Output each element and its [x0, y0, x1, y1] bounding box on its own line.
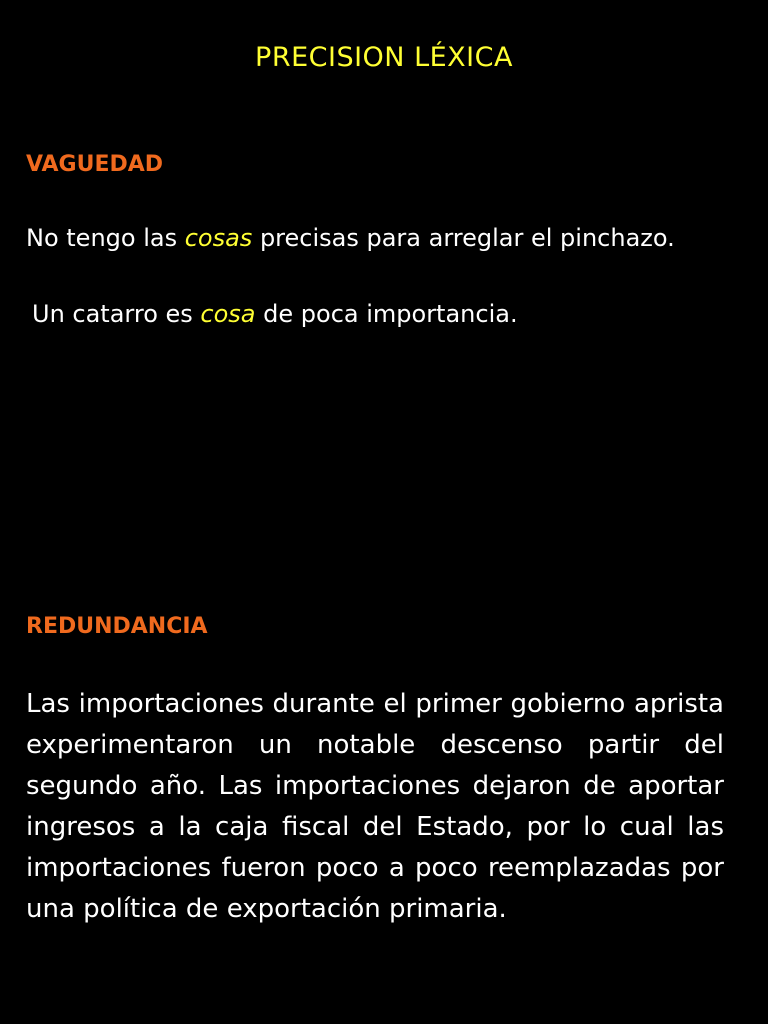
slide-title: PRECISION LÉXICA	[255, 42, 513, 73]
section-heading-redundancia: REDUNDANCIA	[26, 614, 208, 639]
section-heading-vaguedad: VAGUEDAD	[26, 152, 164, 177]
example-2-highlighted-word: cosa	[200, 300, 256, 328]
redundancia-paragraph: Las importaciones durante el primer gobierno aprista experimentaron un notable descenso partir del segundo año. Las importaciones dejaron de aportar ingresos a la caja fiscal del Estado, por lo cual las importaciones fueron poco a poco reemplazadas por una política de exportación primaria.	[26, 689, 724, 924]
example-1-text-after: precisas para arreglar el pinchazo.	[252, 224, 675, 252]
vaguedad-example-2	[32, 300, 518, 328]
example-1-text-before: No tengo las	[26, 224, 185, 252]
vaguedad-example-1	[26, 224, 675, 252]
example-2-text-after: de poca importancia.	[255, 300, 518, 328]
example-1-highlighted-word: cosas	[184, 224, 253, 252]
example-2-text-before: Un catarro es	[32, 300, 201, 328]
